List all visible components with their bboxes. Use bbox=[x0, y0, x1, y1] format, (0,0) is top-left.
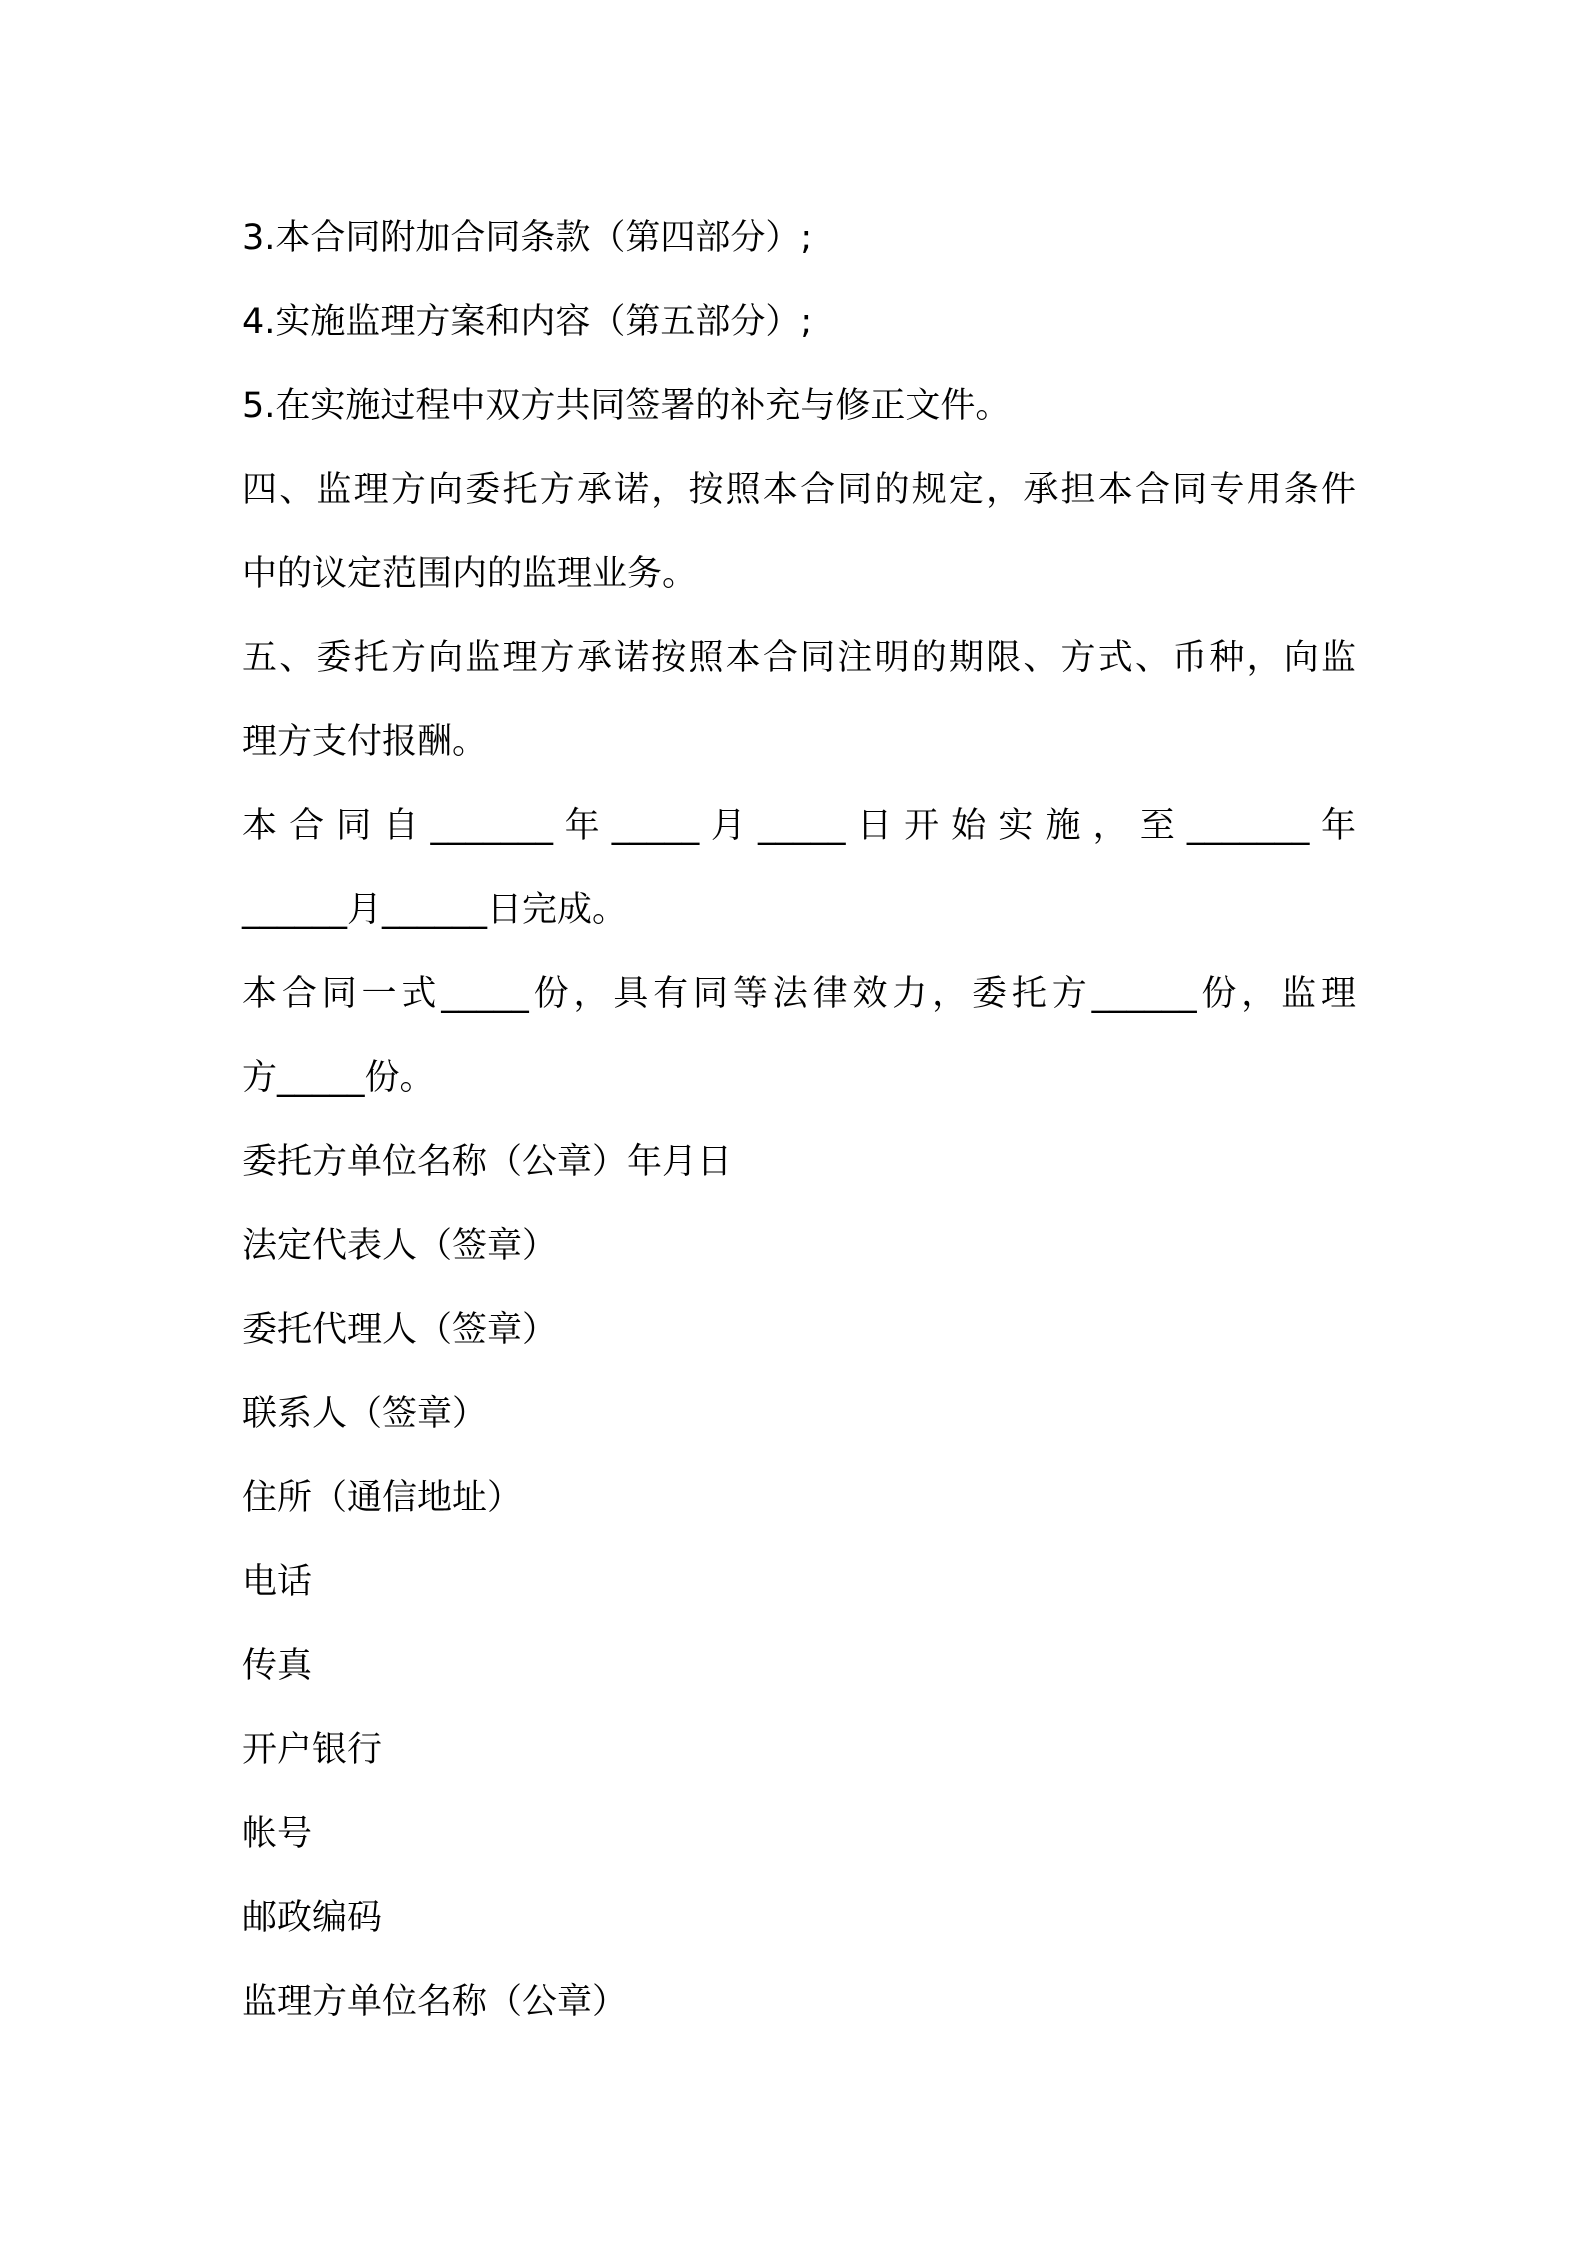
authorized-agent-field: 委托代理人（签章） bbox=[242, 1310, 558, 1350]
legal-representative-field: 法定代表人（签章） bbox=[242, 1226, 558, 1266]
section-4-line-1: 四、监理方向委托方承诺，按照本合同的规定，承担本合同专用条件 bbox=[242, 470, 1356, 510]
contact-person-field: 联系人（签章） bbox=[242, 1394, 488, 1434]
clause-3-line: 3.本合同附加合同条款（第四部分）; bbox=[242, 218, 813, 258]
section-4-line-2: 中的议定范围内的监理业务。 bbox=[242, 554, 698, 594]
bank-field: 开户银行 bbox=[242, 1730, 383, 1770]
address-field: 住所（通信地址） bbox=[242, 1478, 523, 1518]
section-5-line-2: 理方支付报酬。 bbox=[242, 722, 488, 762]
document-body bbox=[242, 196, 1356, 2044]
term-line-2: ______月______日完成。 bbox=[242, 890, 628, 930]
copies-line-1: 本合同一式_____份，具有同等法律效力，委托方______份，监理 bbox=[242, 974, 1356, 1014]
supervisor-unit-name-field: 监理方单位名称（公章） bbox=[242, 1982, 628, 2022]
postal-code-field: 邮政编码 bbox=[242, 1898, 383, 1938]
phone-field: 电话 bbox=[242, 1562, 313, 1602]
client-unit-name-field: 委托方单位名称（公章）年月日 bbox=[242, 1142, 733, 1182]
section-5-line-1: 五、委托方向监理方承诺按照本合同注明的期限、方式、币种，向监 bbox=[242, 638, 1356, 678]
clause-5-line: 5.在实施过程中双方共同签署的补充与修正文件。 bbox=[242, 386, 1011, 426]
copies-line-2: 方_____份。 bbox=[242, 1058, 435, 1098]
term-line-1: 本 合 同 自 _______ 年 _____ 月 _____ 日 开 始 实 施 ， 至 _______ 年 bbox=[242, 806, 1356, 846]
account-number-field: 帐号 bbox=[242, 1814, 313, 1854]
clause-4-line: 4.实施监理方案和内容（第五部分）; bbox=[242, 302, 813, 342]
fax-field: 传真 bbox=[242, 1646, 313, 1686]
